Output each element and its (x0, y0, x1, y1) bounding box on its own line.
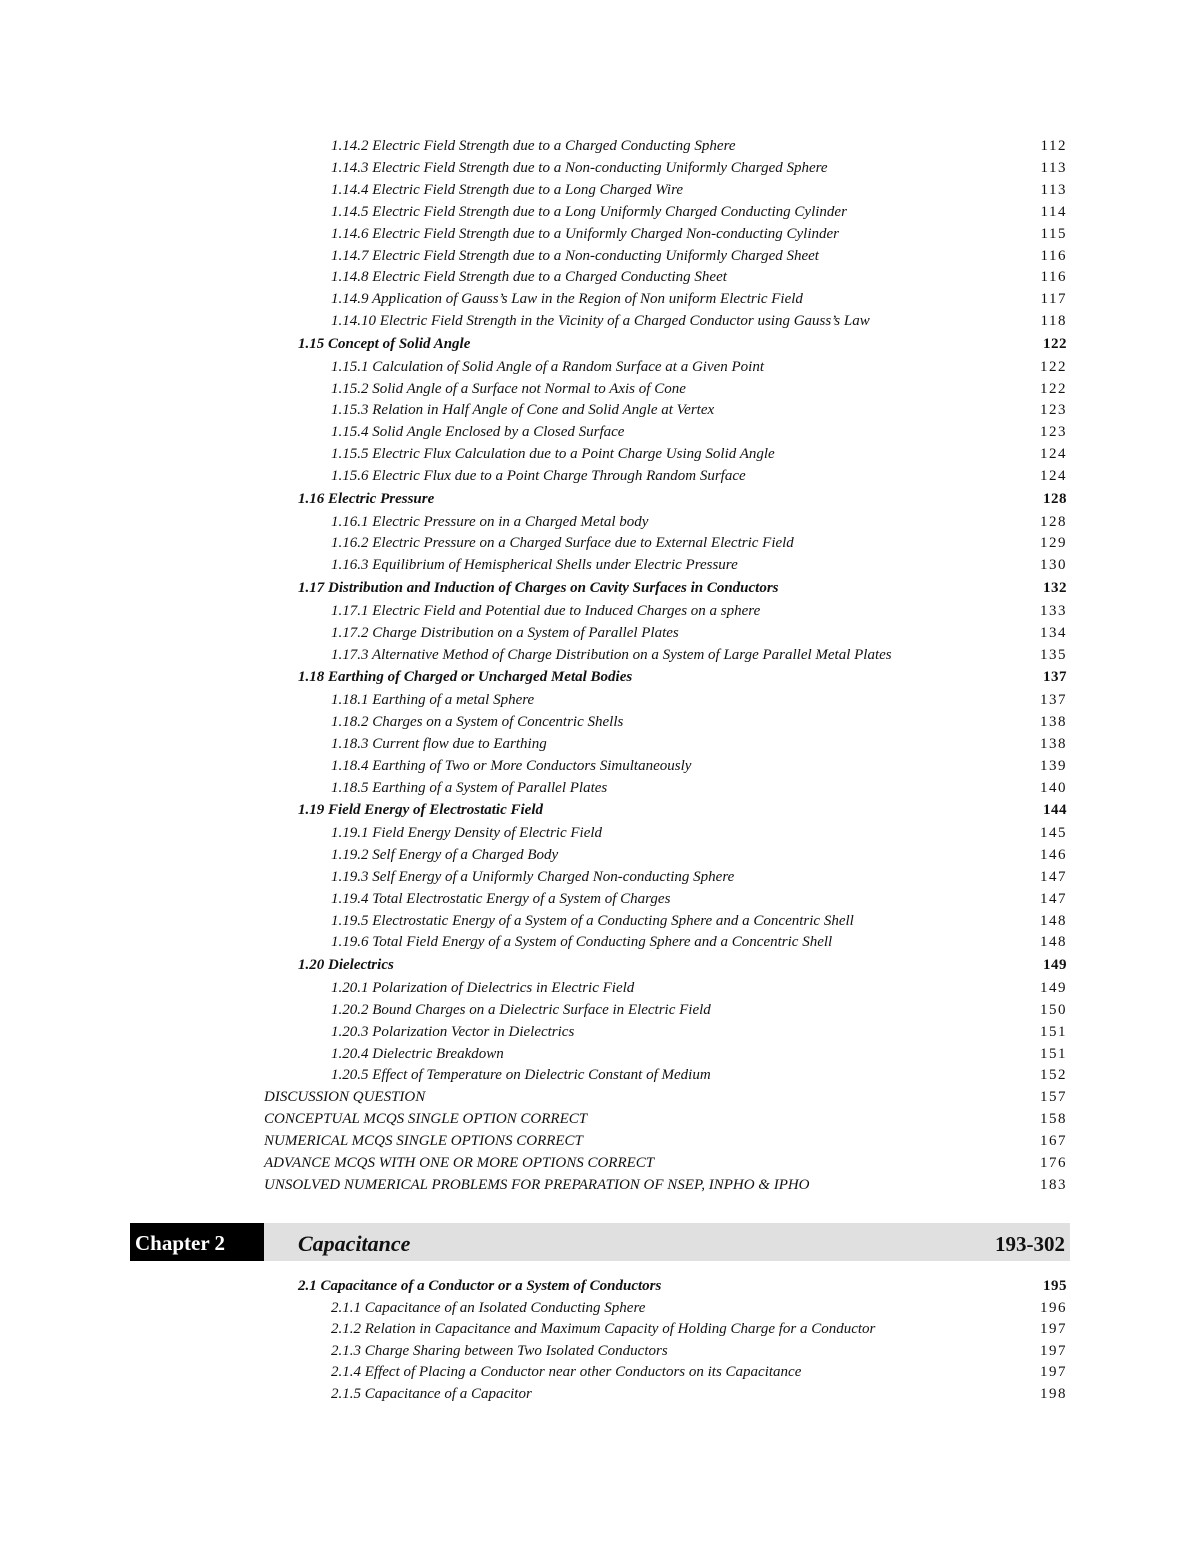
toc-entry-title: 1.15.2 Solid Angle of a Surface not Normal to Axis of Cone (331, 380, 686, 397)
toc-entry-title: 1.15.6 Electric Flux due to a Point Charge Through Random Surface (331, 468, 746, 485)
toc-subsection-entry (0, 135, 1200, 157)
toc-appendix-entry (0, 1174, 1200, 1196)
chapter-title-box (264, 1223, 1070, 1261)
toc-section-entry (0, 1275, 1200, 1297)
toc-entry-title: 1.16.1 Electric Pressure on in a Charged Metal body (331, 513, 649, 530)
toc-entry-page: 149 (1040, 979, 1067, 996)
toc-entry-page: 138 (1040, 713, 1067, 730)
toc-entry-page: 117 (1040, 291, 1067, 308)
toc-subsection-entry (0, 755, 1200, 777)
toc-subsection-entry (0, 1340, 1200, 1362)
toc-entry-title: 1.14.3 Electric Field Strength due to a Non-conducting Uniformly Charged Sphere (331, 159, 828, 176)
toc-subsection-entry (0, 977, 1200, 999)
toc-appendix-entry (0, 1130, 1200, 1152)
toc-entry-page: 197 (1040, 1342, 1067, 1359)
toc-entry-title: 1.15 Concept of Solid Angle (298, 335, 471, 352)
toc-section-entry (0, 488, 1200, 510)
toc-entry-title: 2.1.5 Capacitance of a Capacitor (331, 1385, 532, 1402)
toc-subsection-entry (0, 622, 1200, 644)
toc-entry-title: 1.18.3 Current flow due to Earthing (331, 735, 547, 752)
toc-entry-title: 1.18.1 Earthing of a metal Sphere (331, 691, 535, 708)
toc-entry-page: 122 (1043, 335, 1067, 352)
toc-entry-title: 1.18.2 Charges on a System of Concentric Shells (331, 713, 624, 730)
toc-entry-title: 1.19.4 Total Electrostatic Energy of a System of Charges (331, 890, 671, 907)
toc-section-entry (0, 799, 1200, 821)
toc-entry-page: 183 (1040, 1176, 1067, 1193)
toc-entry-page: 129 (1040, 535, 1067, 552)
toc-entry-title: 2.1 Capacitance of a Conductor or a System of Conductors (298, 1278, 662, 1294)
toc-entry-page: 151 (1040, 1045, 1067, 1062)
toc-subsection-entry (0, 866, 1200, 888)
toc-subsection-entry (0, 399, 1200, 421)
toc-entry-page: 115 (1040, 225, 1067, 242)
toc-subsection-entry (0, 1021, 1200, 1043)
toc-entry-title: 1.16 Electric Pressure (298, 490, 435, 507)
toc-entry-page: 118 (1040, 313, 1067, 330)
toc-entry-title: 2.1.3 Charge Sharing between Two Isolated Conductors (331, 1342, 668, 1359)
toc-subsection-entry (0, 511, 1200, 533)
toc-entry-page: 197 (1040, 1364, 1067, 1380)
toc-entry-title: 1.15.3 Relation in Half Angle of Cone and Solid Angle at Vertex (331, 402, 715, 419)
toc-subsection-entry (0, 310, 1200, 332)
toc-entry-page: 144 (1043, 802, 1067, 819)
toc-entry-title: 1.17.3 Alternative Method of Charge Distribution on a System of Large Parallel Metal Plates (331, 646, 892, 663)
toc-entry-title: CONCEPTUAL MCQS SINGLE OPTION CORRECT (264, 1111, 588, 1128)
toc-entry-title: 1.14.9 Application of Gauss’s Law in the Region of Non uniform Electric Field (331, 291, 803, 308)
toc-entry-title: 1.14.6 Electric Field Strength due to a Uniformly Charged Non-conducting Cylinder (331, 225, 839, 242)
toc-section-entry (0, 333, 1200, 355)
toc-subsection-entry (0, 443, 1200, 465)
toc-subsection-entry (0, 844, 1200, 866)
toc-entry-page: 124 (1040, 468, 1067, 485)
toc-entry-page: 130 (1040, 557, 1067, 574)
toc-entry-title: ADVANCE MCQS WITH ONE OR MORE OPTIONS CORRECT (264, 1155, 655, 1171)
toc-entry-page: 122 (1040, 380, 1067, 397)
toc-entry-page: 195 (1043, 1278, 1067, 1294)
toc-section-entry (0, 954, 1200, 976)
toc-entry-title: 1.14.7 Electric Field Strength due to a Non-conducting Uniformly Charged Sheet (331, 247, 819, 264)
toc-subsection-entry (0, 1383, 1200, 1405)
toc-subsection-entry (0, 223, 1200, 245)
toc-entry-title: 1.19.6 Total Field Energy of a System of Conducting Sphere and a Concentric Shell (331, 934, 833, 951)
toc-entry-page: 198 (1040, 1385, 1067, 1402)
toc-entry-title: 1.19.1 Field Energy Density of Electric Field (331, 824, 603, 841)
toc-subsection-entry (0, 245, 1200, 267)
toc-subsection-entry (0, 1043, 1200, 1065)
toc-entry-title: 1.15.5 Electric Flux Calculation due to a Point Charge Using Solid Angle (331, 446, 775, 463)
toc-entry-page: 196 (1040, 1299, 1067, 1316)
toc-entry-page: 116 (1040, 269, 1067, 286)
toc-entry-title: 1.17.1 Electric Field and Potential due to Induced Charges on a sphere (331, 602, 761, 619)
toc-entry-title: 1.18.5 Earthing of a System of Parallel Plates (331, 779, 608, 796)
toc-subsection-entry (0, 554, 1200, 576)
toc-entry-title: 1.20 Dielectrics (298, 957, 394, 974)
toc-entry-title: UNSOLVED NUMERICAL PROBLEMS FOR PREPARATION OF NSEP, INPHO & IPHO (264, 1176, 810, 1193)
toc-entry-page: 135 (1040, 646, 1067, 663)
toc-entry-title: 1.16.3 Equilibrium of Hemispherical Shells under Electric Pressure (331, 557, 738, 574)
toc-entry-title: 1.20.1 Polarization of Dielectrics in Electric Field (331, 979, 635, 996)
toc-entry-title: 1.19.5 Electrostatic Energy of a System of a Conducting Sphere and a Concentric Shell (331, 912, 854, 929)
toc-entry-title: 1.19.3 Self Energy of a Uniformly Charged Non-conducting Sphere (331, 868, 735, 885)
toc-section-entry (0, 577, 1200, 599)
toc-subsection-entry (0, 822, 1200, 844)
toc-entry-page: 157 (1040, 1089, 1067, 1106)
toc-entry-title: 1.14.5 Electric Field Strength due to a Long Uniformly Charged Conducting Cylinder (331, 203, 847, 220)
toc-entry-page: 128 (1043, 490, 1067, 507)
toc-entry-page: 176 (1040, 1155, 1067, 1171)
toc-entry-page: 114 (1040, 203, 1067, 220)
toc-entry-page: 122 (1040, 358, 1067, 375)
toc-subsection-entry (0, 999, 1200, 1021)
toc-entry-page: 132 (1043, 580, 1067, 596)
toc-entry-page: 146 (1040, 846, 1067, 863)
toc-entry-title: 1.14.10 Electric Field Strength in the Vicinity of a Charged Conductor using Gauss’s Law (331, 313, 870, 330)
toc-entry-page: 123 (1040, 424, 1067, 441)
toc-subsection-entry (0, 465, 1200, 487)
toc-entry-page: 137 (1040, 691, 1067, 708)
chapter-header (130, 1223, 1070, 1261)
toc-entry-page: 124 (1040, 446, 1067, 463)
toc-appendix-entry (0, 1086, 1200, 1108)
toc-entry-title: 1.15.4 Solid Angle Enclosed by a Closed Surface (331, 424, 625, 441)
chapter-title: Capacitance (298, 1231, 411, 1256)
toc-subsection-entry (0, 644, 1200, 666)
toc-subsection-entry (0, 421, 1200, 443)
toc-entry-title: 1.17 Distribution and Induction of Charges on Cavity Surfaces in Conductors (298, 580, 779, 596)
toc-subsection-entry (0, 157, 1200, 179)
toc-entry-title: 1.14.4 Electric Field Strength due to a Long Charged Wire (331, 181, 684, 198)
toc-entry-page: 113 (1040, 159, 1067, 176)
toc-entry-page: 140 (1040, 779, 1067, 796)
toc-entry-page: 113 (1040, 181, 1067, 198)
toc-entry-title: 1.16.2 Electric Pressure on a Charged Surface due to External Electric Field (331, 535, 794, 552)
toc-entry-title: 1.17.2 Charge Distribution on a System of Parallel Plates (331, 624, 679, 641)
toc-entry-page: 145 (1040, 824, 1067, 841)
toc-entry-page: 139 (1040, 757, 1067, 774)
toc-entry-page: 123 (1040, 402, 1067, 419)
toc-entry-page: 137 (1043, 669, 1067, 686)
toc-subsection-entry (0, 600, 1200, 622)
toc-entry-title: 1.20.3 Polarization Vector in Dielectrics (331, 1023, 575, 1040)
toc-section-entry (0, 666, 1200, 688)
toc-subsection-entry (0, 711, 1200, 733)
toc-entry-page: 167 (1040, 1133, 1067, 1150)
toc-subsection-entry (0, 288, 1200, 310)
toc-entry-title: 1.19 Field Energy of Electrostatic Field (298, 802, 543, 819)
toc-entry-page: 147 (1040, 868, 1067, 885)
toc-subsection-entry (0, 378, 1200, 400)
toc-entry-title: 1.20.5 Effect of Temperature on Dielectric Constant of Medium (331, 1067, 711, 1084)
toc-subsection-entry (0, 777, 1200, 799)
toc-entry-page: 148 (1040, 912, 1067, 929)
toc-subsection-entry (0, 1064, 1200, 1086)
toc-entry-title: 1.15.1 Calculation of Solid Angle of a Random Surface at a Given Point (331, 358, 765, 375)
toc-entry-title: 1.18.4 Earthing of Two or More Conductors Simultaneously (331, 757, 692, 774)
toc-subsection-entry (0, 356, 1200, 378)
toc-entry-page: 150 (1040, 1001, 1067, 1018)
toc-entry-title: 1.20.4 Dielectric Breakdown (331, 1045, 504, 1062)
toc-entry-title: 2.1.4 Effect of Placing a Conductor near other Conductors on its Capacitance (331, 1364, 802, 1380)
toc-subsection-entry (0, 888, 1200, 910)
toc-entry-title: 1.14.2 Electric Field Strength due to a Charged Conducting Sphere (331, 138, 736, 154)
toc-entry-page: 116 (1040, 247, 1067, 264)
toc-entry-page: 147 (1040, 890, 1067, 907)
chapter-number-label: Chapter 2 (130, 1223, 264, 1261)
toc-entry-title: 1.14.8 Electric Field Strength due to a Charged Conducting Sheet (331, 269, 727, 286)
toc-subsection-entry (0, 266, 1200, 288)
toc-appendix-entry (0, 1108, 1200, 1130)
toc-entry-page: 138 (1040, 735, 1067, 752)
toc-subsection-entry (0, 532, 1200, 554)
toc-entry-title: 1.20.2 Bound Charges on a Dielectric Surface in Electric Field (331, 1001, 711, 1018)
toc-entry-page: 134 (1040, 624, 1067, 641)
toc-subsection-entry (0, 1361, 1200, 1383)
toc-entry-page: 148 (1040, 934, 1067, 951)
toc-entry-title: DISCUSSION QUESTION (264, 1089, 426, 1106)
toc-entry-page: 151 (1040, 1023, 1067, 1040)
toc-subsection-entry (0, 689, 1200, 711)
toc-entry-page: 112 (1040, 138, 1067, 154)
toc-entry-page: 158 (1040, 1111, 1067, 1128)
toc-subsection-entry (0, 733, 1200, 755)
toc-subsection-entry (0, 1318, 1200, 1340)
toc-entry-title: 1.18 Earthing of Charged or Uncharged Metal Bodies (298, 669, 633, 686)
toc-subsection-entry (0, 179, 1200, 201)
toc-entry-page: 128 (1040, 513, 1067, 530)
toc-entry-page: 149 (1043, 957, 1067, 974)
toc-subsection-entry (0, 910, 1200, 932)
toc-entry-page: 197 (1040, 1321, 1067, 1337)
toc-entry-title: 1.19.2 Self Energy of a Charged Body (331, 846, 559, 863)
toc-subsection-entry (0, 931, 1200, 953)
toc-appendix-entry (0, 1152, 1200, 1174)
toc-subsection-entry (0, 201, 1200, 223)
chapter-page-range: 193-302 (995, 1232, 1065, 1256)
toc-subsection-entry (0, 1297, 1200, 1319)
toc-entry-page: 133 (1040, 602, 1067, 619)
toc-entry-page: 152 (1040, 1067, 1067, 1084)
toc-entry-title: NUMERICAL MCQS SINGLE OPTIONS CORRECT (264, 1133, 583, 1150)
toc-entry-title: 2.1.2 Relation in Capacitance and Maximum Capacity of Holding Charge for a Conductor (331, 1321, 876, 1337)
toc-entry-title: 2.1.1 Capacitance of an Isolated Conducting Sphere (331, 1299, 646, 1316)
